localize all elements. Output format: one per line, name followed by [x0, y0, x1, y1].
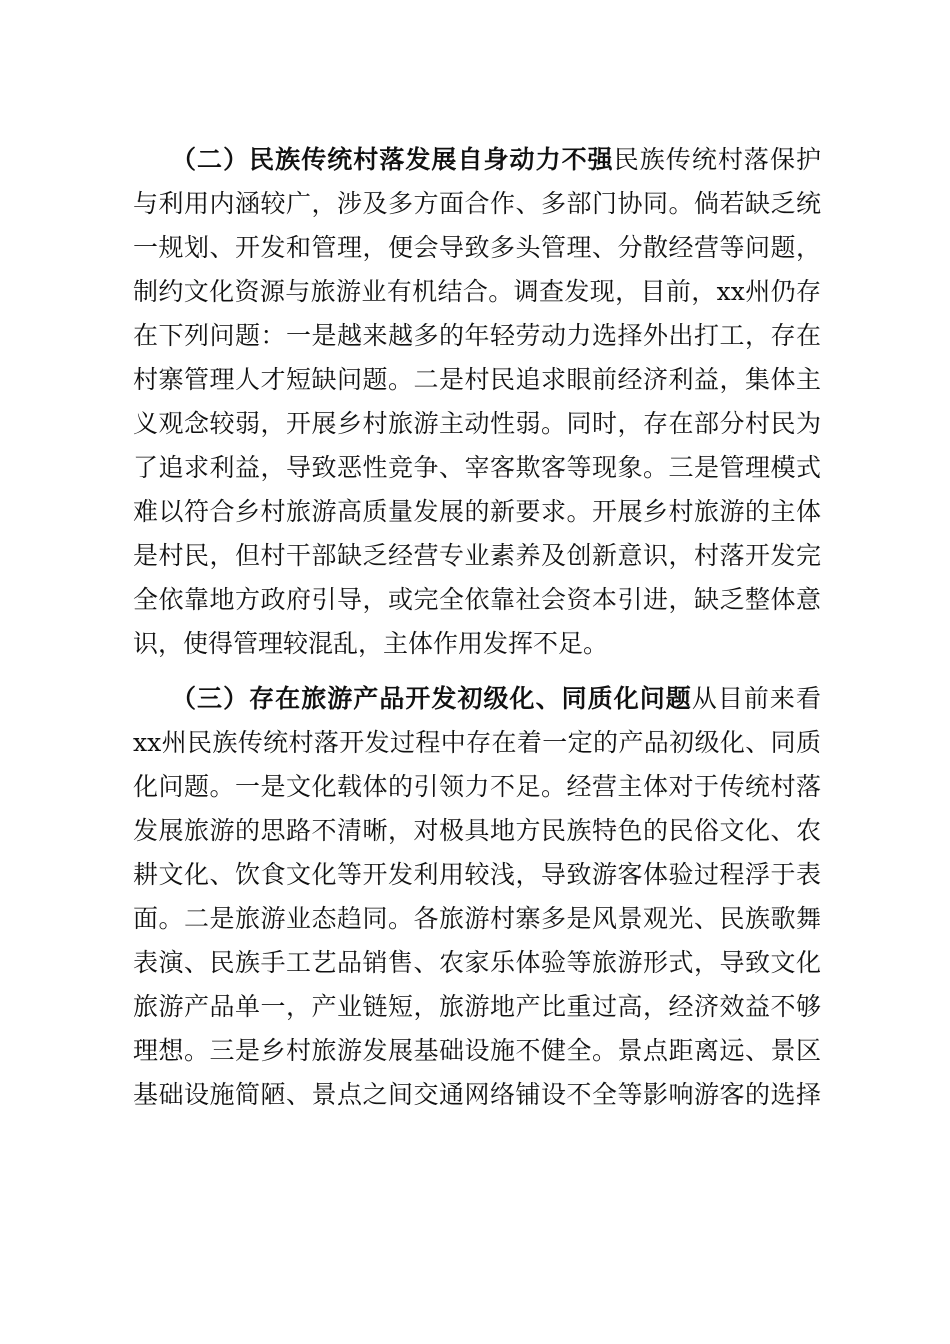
body-text: 识，使得管理较混乱，主体作用发挥不足。	[133, 629, 609, 658]
body-text: 一规划、开发和管理，便会导致多头管理、分散经营等问题，	[133, 233, 821, 262]
paragraph-2	[133, 138, 821, 666]
text-line	[133, 138, 821, 182]
text-line	[133, 765, 821, 809]
body-text: 是村民，但村干部缺乏经营专业素养及创新意识，村落开发完	[133, 541, 821, 570]
body-text: 全依靠地方政府引导，或完全依靠社会资本引进，缺乏整体意	[133, 585, 821, 614]
body-text: 与利用内涵较广，涉及多方面合作、多部门协同。倘若缺乏统	[133, 189, 821, 218]
text-line	[133, 534, 821, 578]
text-line	[133, 1029, 821, 1073]
text-line	[133, 721, 821, 765]
text-line	[133, 853, 821, 897]
body-text: 在下列问题：一是越来越多的年轻劳动力选择外出打工，存在	[133, 321, 821, 350]
text-line	[133, 1073, 821, 1117]
body-text: 面。二是旅游业态趋同。各旅游村寨多是风景观光、民族歌舞	[133, 904, 821, 933]
text-line	[133, 182, 821, 226]
text-line	[133, 622, 821, 666]
text-line	[133, 809, 821, 853]
body-text: 发展旅游的思路不清晰，对极具地方民族特色的民俗文化、农	[133, 816, 821, 845]
body-text: 了追求利益，导致恶性竞争、宰客欺客等现象。三是管理模式	[133, 453, 821, 482]
body-text: 义观念较弱，开展乡村旅游主动性弱。同时，存在部分村民为	[133, 409, 821, 438]
text-line	[133, 226, 821, 270]
text-line	[133, 897, 821, 941]
paragraph-3	[133, 677, 821, 1117]
text-line	[133, 490, 821, 534]
body-text: 制约文化资源与旅游业有机结合。调查发现，目前，xx州仍存	[133, 277, 821, 306]
body-text: 基础设施简陋、景点之间交通网络铺设不全等影响游客的选择	[133, 1080, 821, 1109]
body-text: 化问题。一是文化载体的引领力不足。经营主体对于传统村落	[133, 772, 821, 801]
body-text: 理想。三是乡村旅游发展基础设施不健全。景点距离远、景区	[133, 1036, 821, 1065]
text-line	[133, 358, 821, 402]
body-text: 村寨管理人才短缺问题。二是村民追求眼前经济利益，集体主	[133, 365, 821, 394]
text-line	[133, 578, 821, 622]
body-text: 耕文化、饮食文化等开发利用较浅，导致游客体验过程浮于表	[133, 860, 821, 889]
text-line	[133, 677, 821, 721]
body-text: 表演、民族手工艺品销售、农家乐体验等旅游形式，导致文化	[133, 948, 821, 977]
section-heading: （二）民族传统村落发展自身动力不强	[171, 145, 614, 174]
text-line	[133, 270, 821, 314]
body-text: 旅游产品单一，产业链短，旅游地产比重过高，经济效益不够	[133, 992, 821, 1021]
body-text: 民族传统村落保护	[613, 145, 821, 174]
body-text: xx州民族传统村落开发过程中存在着一定的产品初级化、同质	[133, 728, 821, 757]
text-line	[133, 402, 821, 446]
text-line	[133, 985, 821, 1029]
text-line	[133, 941, 821, 985]
text-line	[133, 446, 821, 490]
text-line	[133, 314, 821, 358]
body-text: 从目前来看	[691, 684, 821, 713]
body-text: 难以符合乡村旅游高质量发展的新要求。开展乡村旅游的主体	[133, 497, 821, 526]
section-heading: （三）存在旅游产品开发初级化、同质化问题	[171, 684, 692, 713]
